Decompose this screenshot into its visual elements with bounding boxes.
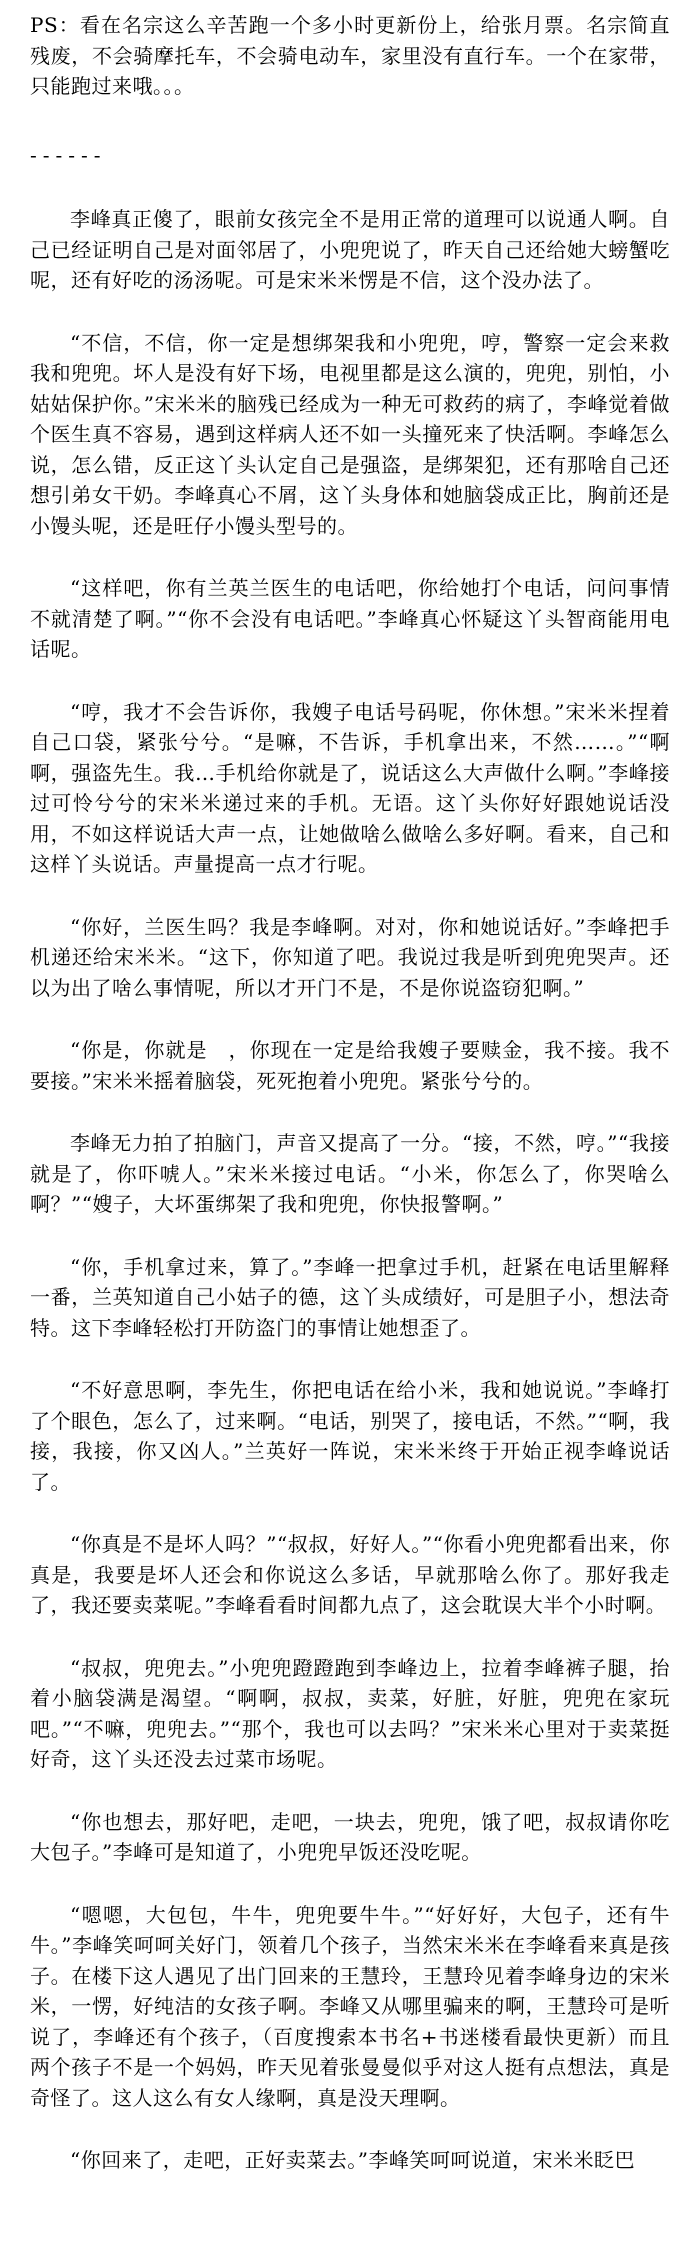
paragraph: “不信，不信，你一定是想绑架我和小兜兜，哼，警察一定会来救我和兜兜。坏人是没有好下场，电视里都是这么演的，兜兜，别怕，小姑姑保护你。”宋米米的脑残已经成为一种无可救药的病了，李峰觉着做个医生真不容易，遇到这样病人还不如一头撞死来了快活啊。李峰怎么说，怎么错，反正这丫头认定自己是强盗，是绑架犯，还有那啥自己还想引弟女干奶。李峰真心不屑，这丫头身体和她脑袋成正比，胸前还是小馒头呢，还是旺仔小馒头型号的。 — [30, 330, 670, 538]
paragraph: “哼，我才不会告诉你，我嫂子电话号码呢，你休想。”宋米米捏着自己口袋，紧张兮兮。“是嘛，不告诉，手机拿出来，不然……。”“啊啊，强盗先生。我…手机给你就是了，说话这么大声做什么啊。”李峰接过可怜兮兮的宋米米递过来的手机。无语。这丫头你好好跟她说话没用，不如这样说话大声一点，让她做啥么做啥么多好啊。看来，自己和这样丫头说话。声量提高一点才行呢。 — [30, 699, 670, 876]
paragraph: “你，手机拿过来，算了。”李峰一把拿过手机，赶紧在电话里解释一番，兰英知道自己小姑子的德，这丫头成绩好，可是胆子小，想法奇特。这下李峰轻松打开防盗门的事情让她想歪了。 — [30, 1254, 670, 1340]
paragraph: “叔叔，兜兜去。”小兜兜蹬蹬跑到李峰边上，拉着李峰裤子腿，抬着小脑袋满是渴望。“啊啊，叔叔，卖菜，好脏，好脏，兜兜在家玩吧。”“不嘛，兜兜去。”“那个，我也可以去吗？”宋米米心里对于卖菜挺好奇，这丫头还没去过菜市场呢。 — [30, 1655, 670, 1771]
paragraph: “你好，兰医生吗？我是李峰啊。对对，你和她说话好。”李峰把手机递还给宋米米。“这下，你知道了吧。我说过我是听到兜兜哭声。还以为出了啥么事情呢，所以才开门不是，不是你说盗窃犯啊。” — [30, 914, 670, 1000]
section-separator: ------ — [30, 142, 107, 167]
paragraph: 李峰真正傻了，眼前女孩完全不是用正常的道理可以说通人啊。自己已经证明自己是对面邻居了，小兜兜说了，昨天自己还给她大螃蟹吃呢，还有好吃的汤汤呢。可是宋米米愣是不信，这个没办法了。 — [30, 207, 670, 292]
paragraph: “这样吧，你有兰英兰医生的电话吧，你给她打个电话，问问事情不就清楚了啊。”“你不会没有电话吧。”李峰真心怀疑这丫头智商能用电话呢。 — [30, 576, 670, 661]
paragraph: “嗯嗯，大包包，牛牛，兜兜要牛牛。”“好好好，大包子，还有牛牛。”李峰笑呵呵关好门，领着几个孩子，当然宋米米在李峰看来真是孩子。在楼下这人遇见了出门回来的王慧玲，王慧玲见着李峰身边的宋米米，一愣，好纯洁的女孩子啊。李峰又从哪里骗来的啊，王慧玲可是听说了，李峰还有个孩子，（百度搜索本书名+书迷楼看最快更新）而且两个孩子不是一个妈妈，昨天见着张曼曼似乎对这人挺有点想法，真是奇怪了。这人这么有女人缘啊，真是没天理啊。 — [30, 1902, 670, 2110]
paragraph: “你回来了，走吧，正好卖菜去。”李峰笑呵呵说道，宋米米眨巴 — [70, 2148, 635, 2172]
paragraph: “你真是不是坏人吗？”“叔叔，好好人。”“你看小兜兜都看出来，你真是，我要是坏人还会和你说这么多话，早就那啥么你了。那好我走了，我还要卖菜呢。”李峰看看时间都九点了，这会耽误大半个小时啊。 — [30, 1532, 670, 1617]
paragraph: “不好意思啊，李先生，你把电话在给小米，我和她说说。”李峰打了个眼色，怎么了，过来啊。“电话，别哭了，接电话，不然。”“啊，我接，我接，你又凶人。”兰英好一阵说，宋米米终于开始正视李峰说话了。 — [30, 1378, 670, 1494]
author-note: PS：看在名宗这么辛苦跑一个多小时更新份上，给张月票。名宗简直残废，不会骑摩托车，不会骑电动车，家里没有直行车。一个在家带，只能跑过来哦。。。 — [30, 13, 670, 98]
paragraph: 李峰无力拍了拍脑门，声音又提高了一分。“接，不然，哼。”“我接就是了，你吓唬人。”宋米米接过电话。“小米，你怎么了，你哭啥么啊？”“嫂子，大坏蛋绑架了我和兜兜，你快报警啊。” — [30, 1131, 670, 1216]
paragraph: “你也想去，那好吧，走吧，一块去，兜兜，饿了吧，叔叔请你吃大包子。”李峰可是知道了，小兜兜早饭还没吃呢。 — [30, 1809, 670, 1864]
paragraph: “你是，你就是 ，你现在一定是给我嫂子要赎金，我不接。我不要接。”宋米米摇着脑袋，死死抱着小兜兜。紧张兮兮的。 — [30, 1038, 670, 1093]
